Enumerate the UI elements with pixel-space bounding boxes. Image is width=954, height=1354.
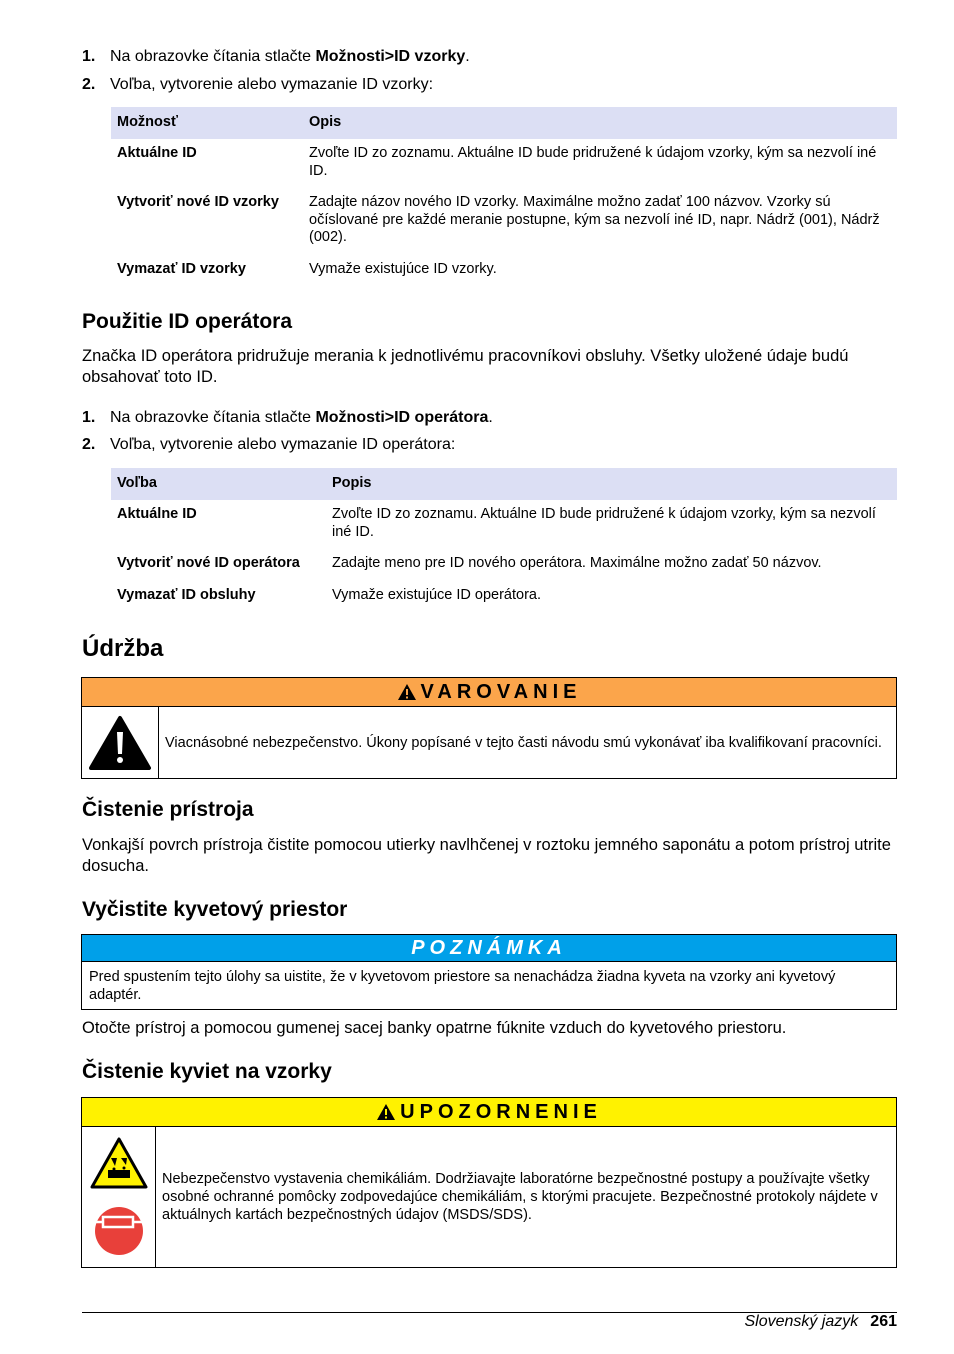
warning-triangle-icon (376, 1103, 396, 1121)
option-name: Vymazať ID obsluhy (117, 586, 256, 603)
table-row (111, 188, 897, 255)
corrosive-hazard-icon (89, 1136, 149, 1190)
step-2 (82, 435, 455, 455)
step-1 (82, 47, 470, 67)
hazard-exclamation-icon (88, 715, 152, 771)
option-description: Zadajte názov nového ID vzorky. Maximálne možno zadať 100 názvov. Vzorky sú očíslované pre každé meranie postupne, kým sa nezvolí iné ID, napr. Nádrž (001), Nádrž (002). (309, 194, 880, 245)
step-menu-path: Možnosti>ID operátora (315, 409, 489, 426)
caution-label: UPOZORNENIE (400, 1100, 602, 1123)
step-number: 2. (82, 436, 96, 453)
step-number: 2. (82, 76, 96, 93)
caution-box (81, 1097, 897, 1268)
warning-box (81, 677, 897, 779)
step-1 (82, 408, 493, 428)
option-description: Zvoľte ID zo zoznamu. Aktuálne ID bude pridružené k údajom vzorky, kým sa nezvolí iné ID. (309, 145, 877, 179)
step-text: Voľba, vytvorenie alebo vymazanie ID vzorky: (110, 76, 434, 93)
option-name: Aktuálne ID (117, 145, 197, 161)
option-name: Vytvoriť nové ID operátora (117, 555, 300, 571)
operator-id-intro: Značka ID operátora pridružuje merania k jednotlivému pracovníkovi obsluhy. Všetky uložené údaje budú obsahovať toto ID. (82, 347, 849, 386)
maintenance-heading: Údržba (82, 635, 164, 662)
step-2 (82, 75, 433, 95)
table-row (111, 581, 897, 613)
caution-icon-cell (82, 1127, 156, 1267)
option-name: Aktuálne ID (117, 506, 197, 522)
note-label: POZNÁMKA (411, 936, 567, 959)
table-header-row (111, 468, 897, 500)
step-end: . (465, 48, 470, 65)
cell-text: Otočte prístroj a pomocou gumenej sacej banky opatrne fúknite vzduch do kyvetového priestoru. (82, 1019, 787, 1037)
warning-triangle-icon (397, 683, 417, 701)
page-number: 261 (870, 1313, 897, 1330)
table-row (111, 549, 897, 581)
step-text: Na obrazovke čítania stlačte (110, 48, 316, 65)
page-footer (744, 1312, 897, 1332)
table-row (111, 255, 897, 287)
option-description: Zvoľte ID zo zoznamu. Aktuálne ID bude pridružené k údajom vzorky, kým sa nezvolí iné ID. (332, 506, 876, 540)
column-header: Možnosť (111, 107, 303, 139)
table-row (111, 139, 897, 188)
operator-id-heading: Použitie ID operátora (82, 310, 293, 333)
warning-icon-cell (82, 707, 159, 778)
footer-language: Slovenský jazyk (744, 1313, 859, 1330)
column-header: Popis (326, 468, 897, 500)
warning-text: Viacnásobné nebezpečenstvo. Úkony popísané v tejto časti návodu smú vykonávať iba kvalifikovaní pracovníci. (165, 734, 882, 751)
cleaning-text: Vonkajší povrch prístroja čistite pomocou utierky navlhčenej v roztoku jemného saponátu a potom prístroj utrite dosucha. (82, 836, 891, 875)
warning-header (82, 678, 896, 707)
vials-heading: Čistenie kyviet na vzorky (82, 1060, 332, 1083)
step-text: Na obrazovke čítania stlačte (110, 409, 316, 426)
table-header-row (111, 107, 897, 139)
caution-text: Nebezpečenstvo vystavenia chemikáliám. Dodržiavajte laboratórne bezpečnostné postupy a používajte všetky osobné ochranné pomôcky zodpovedajúce chemikáliám, s ktorými pracujete. Bezpečnostné protokoly nájdete v aktuálnych kartách bezpečnostných údajov (MSDS/SDS). (162, 1171, 878, 1223)
step-menu-path: Možnosti>ID vzorky (315, 48, 466, 65)
option-name: Vytvoriť nové ID vzorky (117, 194, 279, 210)
step-number: 1. (82, 409, 96, 426)
operator-id-options-table (111, 468, 897, 612)
cell-heading: Vyčistite kyvetový priestor (82, 898, 348, 921)
caution-header (82, 1098, 896, 1127)
cleaning-heading: Čistenie prístroja (82, 798, 254, 821)
table-row (111, 500, 897, 549)
option-description: Zadajte meno pre ID nového operátora. Maximálne možno zadať 50 názvov. (332, 555, 822, 571)
warning-label: VAROVANIE (420, 680, 582, 703)
option-name: Vymazať ID vzorky (117, 260, 246, 277)
note-header (82, 935, 896, 962)
note-text: Pred spustením tejto úlohy sa uistite, že v kyvetovom priestore sa nenachádza žiadna kyveta na vzorky ani kyvetový adaptér. (89, 968, 836, 1003)
column-header: Opis (303, 107, 897, 139)
column-header: Voľba (111, 468, 326, 500)
option-description: Vymaže existujúce ID vzorky. (309, 260, 497, 277)
sample-id-options-table (111, 107, 897, 286)
step-number: 1. (82, 48, 96, 65)
note-box (81, 934, 897, 1010)
step-end: . (488, 409, 493, 426)
step-text: Voľba, vytvorenie alebo vymazanie ID operátora: (110, 436, 456, 453)
protective-eyewear-icon (93, 1200, 145, 1258)
option-description: Vymaže existujúce ID operátora. (332, 586, 542, 603)
